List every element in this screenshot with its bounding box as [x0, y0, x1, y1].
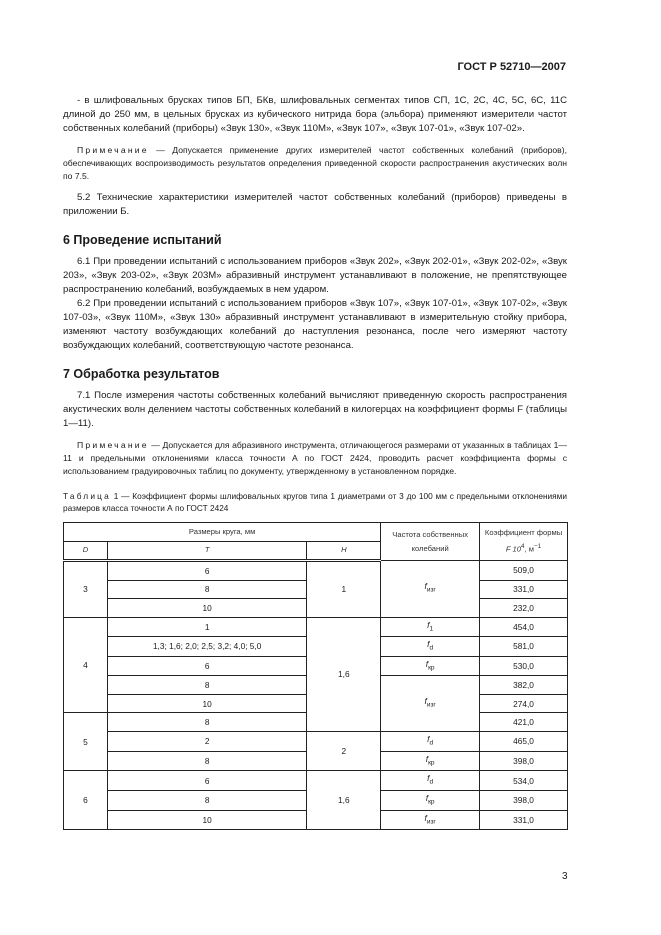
table-row: 5 8 421,0 — [64, 713, 568, 732]
paragraph: 6.1 При проведении испытаний с использованием приборов «Звук 202», «Звук 202-01», «Звук 202-02», «Звук 203», «Звук 203-02», «Звук 203М» абразивный инструмент устанавливают в положение, не препятствующее распространению колебаний, возбуждаемых в нем ударом. — [63, 256, 567, 295]
table-row: 2 2 $f_d$ 465,0 — [64, 731, 568, 751]
section-heading: 7 Обработка результатов — [63, 367, 220, 381]
table-row: 8 $f_{кр}$ 398,0 — [64, 790, 568, 810]
paragraph: 7.1 После измерения частоты собственных колебаний вычисляют приведенную скорость распространения акустических волн делением частоты собственных колебаний в килогерцах на коэффициент формы F (таблицы 1—11). — [63, 390, 567, 429]
note — [63, 439, 567, 478]
table-row: 8 $f_{кр}$ 398,0 — [64, 751, 568, 771]
document-header: ГОСТ Р 52710—2007 — [457, 61, 566, 73]
table-row: 6 $f_{кр}$ 530,0 — [64, 656, 568, 676]
page-content — [63, 94, 567, 830]
table-row: 8 $f_{изг}$ 382,0 — [64, 676, 568, 695]
header-D: D — [64, 541, 108, 561]
table-row: 3 6 1 $f_{изг}$ 509,0 — [64, 561, 568, 581]
section-heading: 6 Проведение испытаний — [63, 233, 222, 247]
note-label: Примечание — [77, 440, 149, 450]
table-row: 10 $f_{изг}$ 331,0 — [64, 810, 568, 830]
page-number: 3 — [562, 871, 568, 882]
table-row: 4 1 1,6 $f_1$ 454,0 — [64, 617, 568, 637]
table-row: 10 274,0 — [64, 694, 568, 713]
table-row: 8 331,0 — [64, 580, 568, 599]
note-text: — Допускается применение других измерителей частот собственных колебаний (приборов), обеспечивающих воспроизводимость результатов определения приведенной скорости распространения акустических волн по 7.5. — [63, 145, 567, 181]
header-sizes: Размеры круга, мм — [64, 523, 381, 542]
note-label: Примечание — [77, 145, 149, 155]
table-row: 6 6 1,6 $f_d$ 534,0 — [64, 771, 568, 791]
table-row: 10 232,0 — [64, 599, 568, 618]
header-frequency: Частота собственных колебаний — [381, 523, 480, 561]
table-caption: Таблица 1 — Коэффициент формы шлифовальных кругов типа 1 диаметрами от 3 до 100 мм с предельными отклонениями размеров класса точности А по ГОСТ 2424 — [63, 491, 567, 513]
paragraph: 6.2 При проведении испытаний с использованием приборов «Звук 107», «Звук 107-01», «Звук 107-02», «Звук 107-03», «Звук 110М», «Звук 130» абразивный инструмент устанавливают в измерительную стойку прибора, изменяют частоту возбуждающих колебаний до наступления резонанса, после чего измеряют частоту возбуждающих колебаний, соответствующую частоте резонанса. — [63, 298, 567, 351]
paragraph: - в шлифовальных брусках типов БП, БКв, шлифовальных сегментах типов СП, 1С, 2С, 4С, 5С, 6С, 11С длиной до 250 мм, в цельных брусках из кубического нитрида бора (эльбора) применяют измерители частот собственных колебаний (приборы) «Звук 130», «Звук 110М», «Звук 107», «Звук 107-01», «Звук 107-02». — [63, 95, 567, 134]
paragraph: 5.2 Технические характеристики измерителей частот собственных колебаний (приборов) приведены в приложении Б. — [63, 192, 567, 217]
table-header-row — [64, 523, 568, 542]
table-row: 1,3; 1,6; 2,0; 2,5; 3,2; 4,0; 5,0 $f_d$ 581,0 — [64, 637, 568, 657]
header-T: T — [107, 541, 307, 561]
header-coefficient: Коэффициент формы F $10^4$, $м^{-1}$ — [480, 523, 568, 561]
header-H: H — [307, 541, 381, 561]
table-1 — [63, 522, 568, 830]
note — [63, 144, 567, 183]
note-text: — Допускается для абразивного инструмента, отличающегося размерами от указанных в таблицах 1—11 и предельными отклонениями класса точности А по ГОСТ 2424, проводить расчет коэффициента формы с использованием градуировочных таблиц по документу, утвержденному в установленном порядке. — [63, 440, 567, 476]
